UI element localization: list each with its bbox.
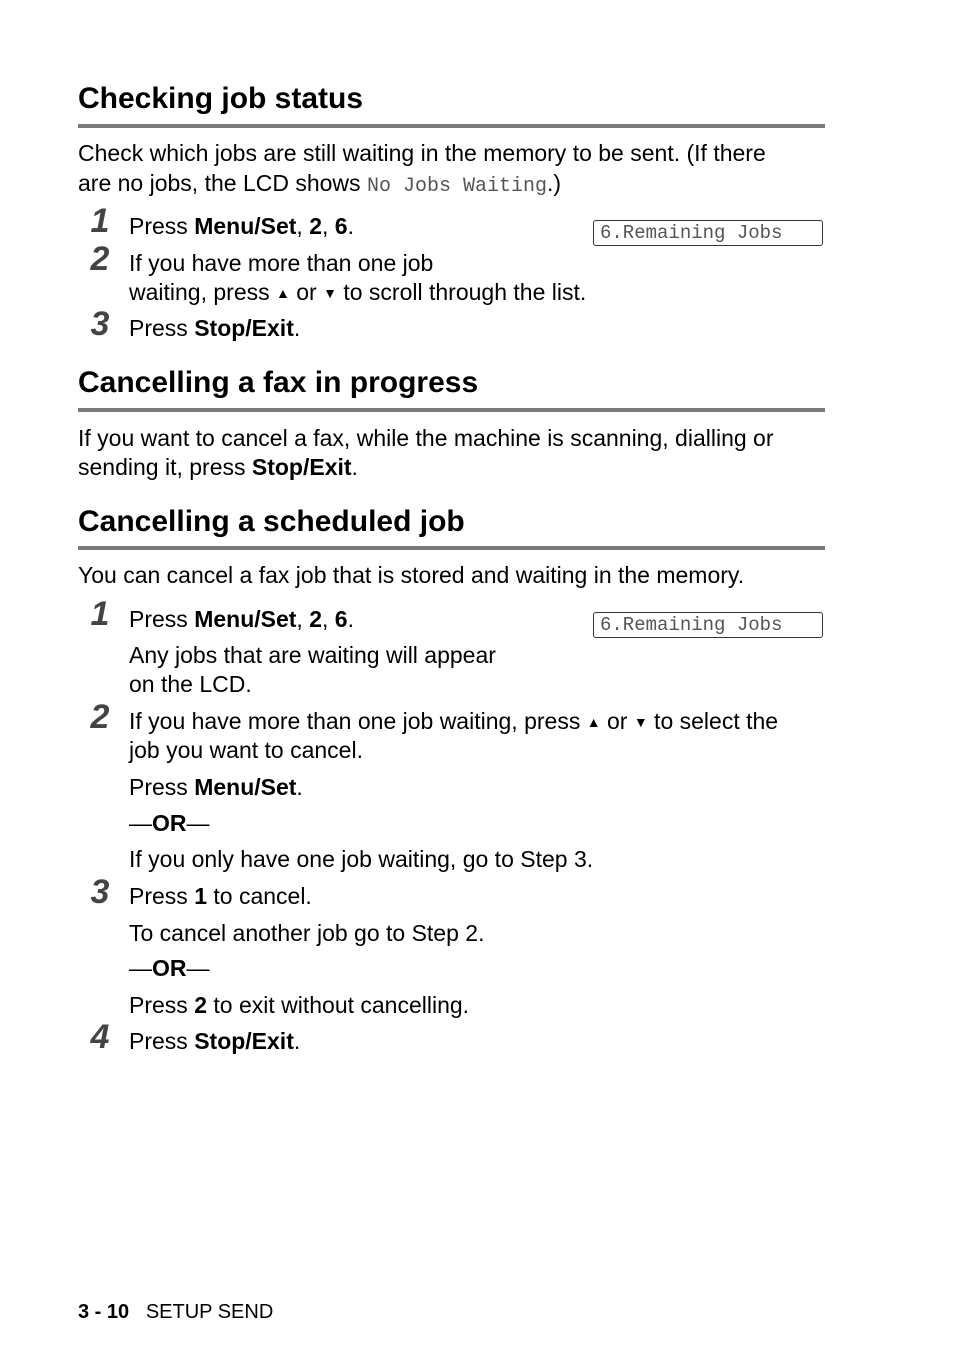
down-arrow-icon: ▼	[323, 285, 337, 301]
step-3-text: Press 1 to cancel.	[129, 883, 312, 909]
lcd-display-box: 6.Remaining Jobs	[593, 612, 823, 638]
heading-rule	[78, 408, 825, 412]
heading-rule	[78, 546, 825, 550]
step-1-note-1: Any jobs that are waiting will appear	[129, 642, 496, 668]
step-2-line-1: If you have more than one job waiting, press ▲ or ▼ to select the	[129, 708, 779, 734]
key-menu-set: Menu/Set	[194, 213, 297, 239]
section-heading-cancelling-scheduled: Cancelling a scheduled job	[78, 505, 465, 538]
page-number: 3 - 10	[78, 1301, 130, 1323]
step-2-line-1: If you have more than one job	[129, 250, 434, 276]
step-1-text: Press Menu/Set, 2, 6.	[129, 606, 354, 632]
up-arrow-icon: ▲	[276, 285, 290, 301]
step-number: 3	[90, 873, 110, 911]
step-number: 3	[90, 305, 110, 343]
up-arrow-icon: ▲	[586, 714, 601, 730]
or-separator: —OR—	[129, 955, 210, 981]
fax-cancel-line-2: sending it, press Stop/Exit.	[78, 454, 358, 480]
intro-line-2	[78, 169, 561, 201]
fax-cancel-line-1: If you want to cancel a fax, while the machine is scanning, dialling or	[78, 425, 774, 451]
step-3-alt: Press 2 to exit without cancelling.	[129, 992, 470, 1018]
intro-text: are no jobs, the LCD shows	[78, 170, 367, 196]
chapter-title: SETUP SEND	[145, 1301, 274, 1323]
step-number: 2	[90, 698, 110, 736]
lcd-display-box: 6.Remaining Jobs	[593, 220, 823, 246]
step-number: 1	[90, 202, 110, 240]
intro-line-1: Check which jobs are still waiting in the memory to be sent. (If there	[78, 140, 766, 166]
step-2-line-2: waiting, press ▲ or ▼ to scroll through the list.	[129, 279, 587, 305]
step-1-note-2: on the LCD.	[129, 671, 252, 697]
key-stop-exit: Stop/Exit	[194, 1028, 294, 1054]
heading-rule	[78, 124, 825, 128]
step-3-note: To cancel another job go to Step 2.	[129, 920, 485, 946]
section-heading-cancelling-fax: Cancelling a fax in progress	[78, 366, 479, 399]
key-menu-set: Menu/Set	[194, 774, 297, 800]
key-stop-exit: Stop/Exit	[194, 315, 294, 341]
key-stop-exit: Stop/Exit	[251, 454, 352, 480]
step-number: 1	[90, 595, 110, 633]
step-number: 2	[90, 240, 110, 278]
intro-end: .)	[546, 170, 562, 196]
step-2-alt: If you only have one job waiting, go to Step 3.	[129, 846, 594, 872]
step-1-text: Press Menu/Set, 2, 6.	[129, 213, 354, 239]
or-separator: —OR—	[129, 810, 210, 836]
step-2-line-2: job you want to cancel.	[129, 737, 363, 763]
step-3-text: Press Stop/Exit.	[129, 315, 301, 341]
step-number: 4	[90, 1018, 110, 1056]
step-4-text: Press Stop/Exit.	[129, 1028, 301, 1054]
step-2-press: Press Menu/Set.	[129, 774, 303, 800]
scheduled-intro: You can cancel a fax job that is stored and waiting in the memory.	[78, 562, 745, 588]
lcd-message-inline: No Jobs Waiting	[366, 175, 547, 198]
page-footer	[78, 1301, 273, 1324]
section-heading-checking-job-status: Checking job status	[78, 82, 364, 115]
key-menu-set: Menu/Set	[194, 606, 297, 632]
down-arrow-icon: ▼	[633, 714, 648, 730]
